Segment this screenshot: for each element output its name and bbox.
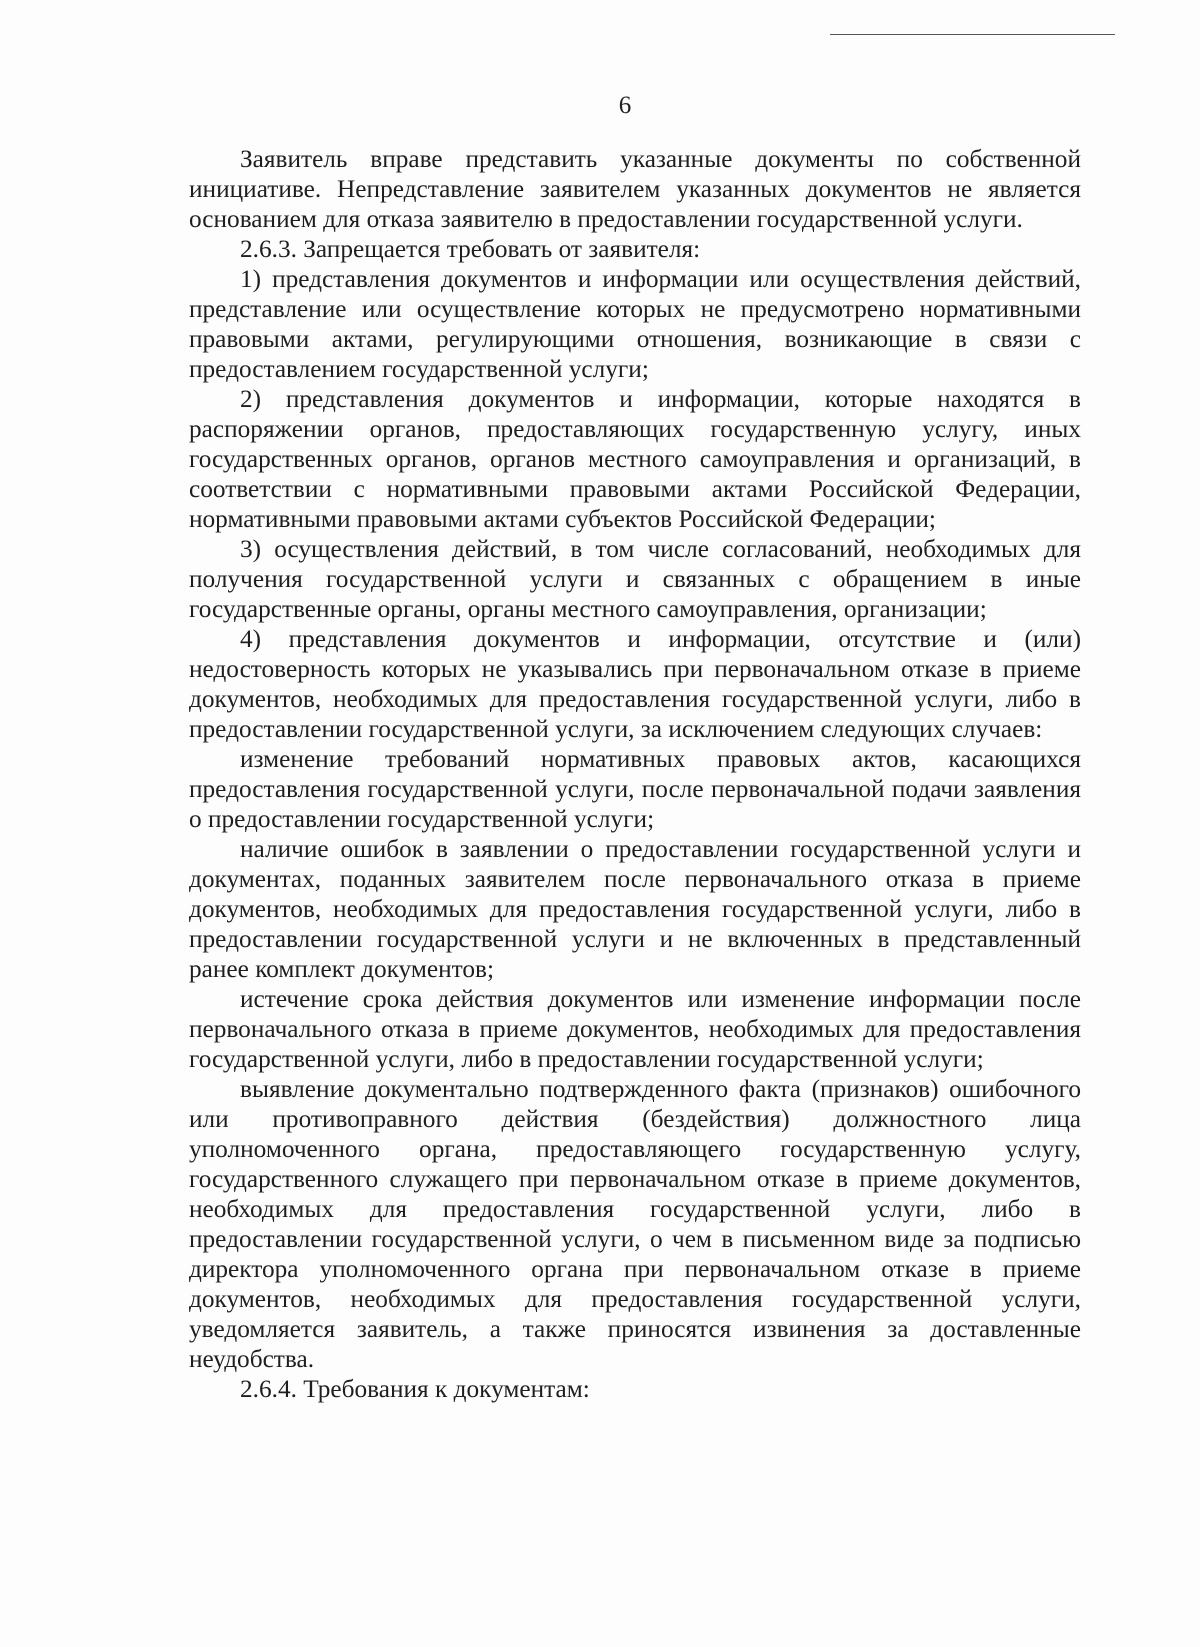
paragraph-exception-2: наличие ошибок в заявлении о предоставлении государственной услуги и документах, поданных заявителем после первоначального отказа в приеме документов, необходимых для предоставления государственной услуги, либо в предоставлении государственной услуги и не включенных в представленный ранее комплект документов;: [189, 835, 1081, 983]
paragraph-exception-1: изменение требований нормативных правовых актов, касающихся предоставления государственной услуги, после первоначальной подачи заявления о предоставлении государственной услуги;: [189, 745, 1081, 833]
paragraph-item-3: 3) осуществления действий, в том числе согласований, необходимых для получения государственной услуги и связанных с обращением в иные государственные органы, органы местного самоуправления, организации;: [189, 535, 1081, 623]
paragraph-section-2-6-3: 2.6.3. Запрещается требовать от заявителя:: [240, 235, 701, 263]
paragraph-item-4: 4) представления документов и информации, отсутствие и (или) недостоверность которых не указывались при первоначальном отказе в приеме документов, необходимых для предоставления государственной услуги, либо в предоставлении государственной услуги, за исключением следующих случаев:: [189, 625, 1081, 743]
document-body: [189, 144, 1081, 1404]
paragraph-applicant-right: Заявитель вправе представить указанные документы по собственной инициативе. Непредставление заявителем указанных документов не является основанием для отказа заявителю в предоставлении государственной услуги.: [189, 145, 1081, 233]
paragraph-item-2: 2) представления документов и информации, которые находятся в распоряжении органов, предоставляющих государственную услугу, иных государственных органов, органов местного самоуправления и организаций, в соответствии с нормативными правовыми актами Российской Федерации, нормативными правовыми актами субъектов Российской Федерации;: [189, 385, 1081, 533]
paragraph-section-2-6-4: 2.6.4. Требования к документам:: [240, 1375, 590, 1403]
page-number: 6: [618, 92, 632, 119]
paragraph-exception-4: выявление документально подтвержденного факта (признаков) ошибочного или противоправного действия (бездействия) должностного лица уполномоченного органа, предоставляющего государственную услугу, государственного служащего при первоначальном отказе в приеме документов, необходимых для предоставления государственной услуги, либо в предоставлении государственной услуги, о чем в письменном виде за подписью директора уполномоченного органа при первоначальном отказе в приеме документов, необходимых для предоставления государственной услуги, уведомляется заявитель, а также приносятся извинения за доставленные неудобства.: [189, 1075, 1081, 1373]
header-rule: [830, 34, 1115, 35]
paragraph-exception-3: истечение срока действия документов или изменение информации после первоначального отказа в приеме документов, необходимых для предоставления государственной услуги, либо в предоставлении государственной услуги;: [189, 985, 1081, 1073]
paragraph-item-1: 1) представления документов и информации или осуществления действий, представление или осуществление которых не предусмотрено нормативными правовыми актами, регулирующими отношения, возникающие в связи с предоставлением государственной услуги;: [189, 265, 1081, 383]
